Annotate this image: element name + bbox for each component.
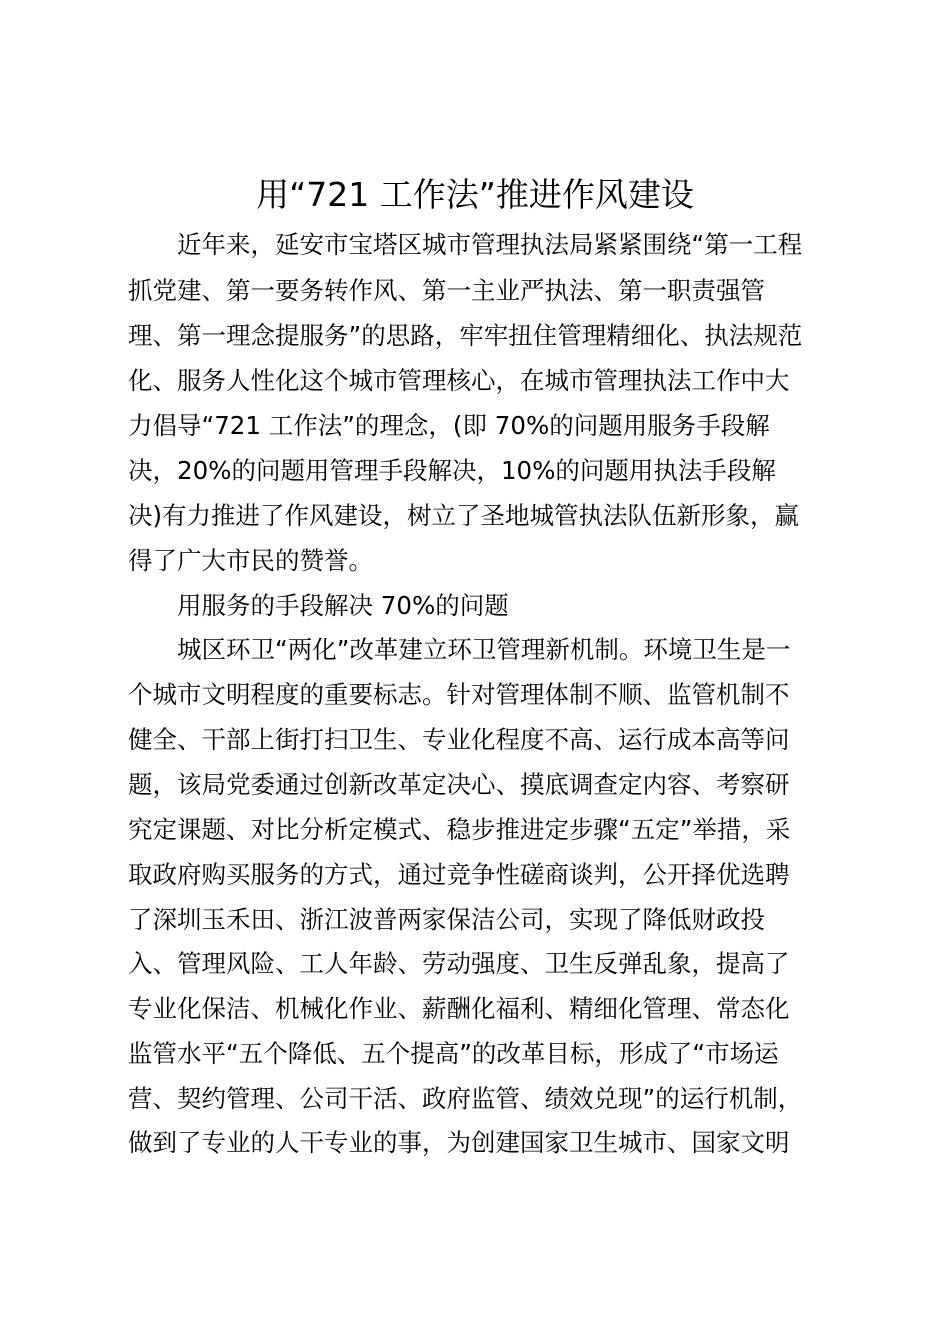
- paragraph-line: 抓党建、第一要务转作风、第一主业严执法、第一职责强管: [128, 276, 765, 305]
- paragraph-line: 健全、干部上街打扫卫生、专业化程度不高、运行成本高等问: [128, 725, 790, 754]
- paragraph-line: 取政府购买服务的方式，通过竞争性磋商谈判，公开择优选聘: [128, 860, 790, 889]
- document-title: 用“721 工作法”推进作风建设: [256, 175, 694, 214]
- paragraph-line: 化、服务人性化这个城市管理核心，在城市管理执法工作中大: [128, 366, 790, 395]
- section-heading: 用服务的手段解决 70%的问题: [177, 591, 509, 620]
- paragraph-line: 城区环卫“两化”改革建立环卫管理新机制。环境卫生是一: [177, 635, 791, 664]
- paragraph-line: 做到了专业的人干专业的事，为创建国家卫生城市、国家文明: [128, 1128, 790, 1157]
- paragraph-line: 力倡导“721 工作法”的理念，(即 70%的问题用服务手段解: [128, 411, 770, 440]
- paragraph-line: 题，该局党委通过创新改革定决心、摸底调查定内容、考察研: [128, 770, 790, 799]
- paragraph-line: 得了广大市民的赞誉。: [128, 546, 373, 575]
- paragraph-line: 营、契约管理、公司干活、政府监管、绩效兑现”的运行机制，: [128, 1084, 803, 1113]
- paragraph-line: 监管水平“五个降低、五个提高”的改革目标，形成了“市场运: [128, 1039, 779, 1068]
- paragraph-line: 决，20%的问题用管理手段解决，10%的问题用执法手段解: [128, 456, 776, 485]
- paragraph-line: 入、管理风险、工人年龄、劳动强度、卫生反弹乱象，提高了: [128, 949, 790, 978]
- paragraph-line: 理、第一理念提服务”的思路，牢牢扭住管理精细化、执法规范: [128, 321, 803, 350]
- paragraph-line: 了深圳玉禾田、浙江波普两家保洁公司，实现了降低财政投: [128, 905, 765, 934]
- paragraph-line: 个城市文明程度的重要标志。针对管理体制不顺、监管机制不: [128, 680, 790, 709]
- paragraph-line: 专业化保洁、机械化作业、薪酬化福利、精细化管理、常态化: [128, 994, 790, 1023]
- paragraph-line: 究定课题、对比分析定模式、稳步推进定步骤“五定”举措，采: [128, 815, 791, 844]
- paragraph-line: 近年来，延安市宝塔区城市管理执法局紧紧围绕“第一工程: [177, 230, 803, 259]
- paragraph-line: 决)有力推进了作风建设，树立了圣地城管执法队伍新形象，赢: [128, 501, 800, 530]
